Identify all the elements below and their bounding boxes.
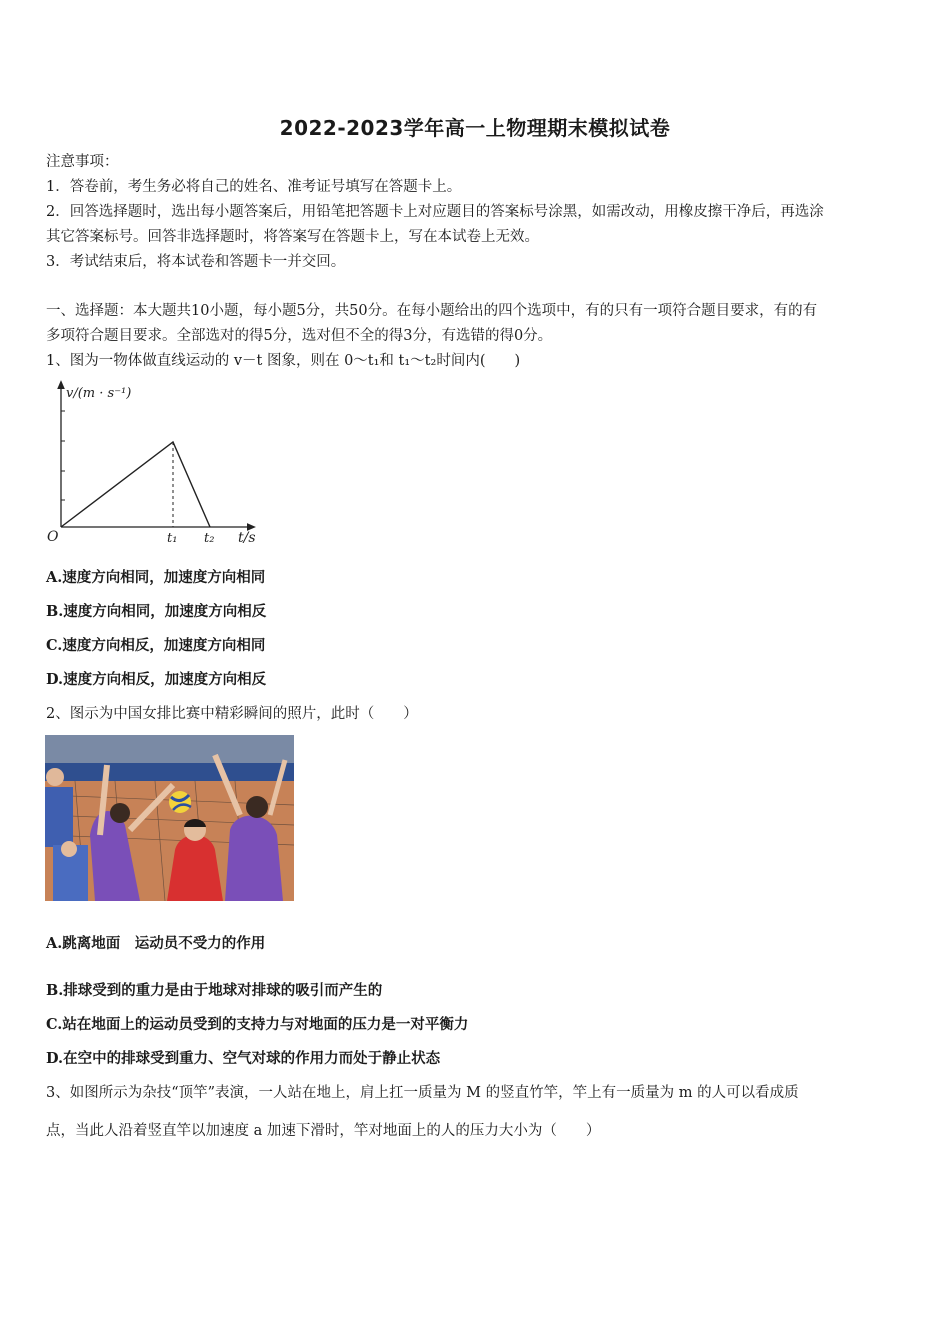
q2-option-c: C.站在地面上的运动员受到的支持力与对地面的压力是一对平衡力 <box>46 1016 469 1033</box>
q3-stem-1: 3、如图所示为杂技“顶竿”表演，一人站在地上，肩上扛一质量为 M 的竖直竹竿，竿上有一质量为 m 的人可以看成质 <box>46 1085 799 1101</box>
page-title: 2022-2023学年高一上物理期末模拟试卷 <box>279 116 671 140</box>
q1-stem: 1、图为一物体做直线运动的 v－t 图象，则在 0～t₁和 t₁～t₂时间内( ) <box>46 353 521 369</box>
notice-item-3: 3．考试结束后，将本试卷和答题卡一并交回。 <box>46 254 346 270</box>
q1-option-d: D.速度方向相反，加速度方向相反 <box>46 671 267 688</box>
q2-option-a: A.跳离地面 运动员不受力的作用 <box>46 935 266 952</box>
x-axis-label: t/s <box>238 530 256 546</box>
q2-stem: 2、图示为中国女排比赛中精彩瞬间的照片，此时（ ） <box>46 706 418 722</box>
q2-option-b: B.排球受到的重力是由于地球对排球的吸引而产生的 <box>46 982 383 999</box>
q2-option-d: D.在空中的排球受到重力、空气对球的作用力而处于静止状态 <box>46 1050 441 1067</box>
y-axis-label: v/(m · s⁻¹) <box>66 386 132 401</box>
notice-item-2: 2．回答选择题时，选出每小题答案后，用铅笔把答题卡上对应题目的答案标号涂黑，如需改动，用橡皮擦干净后，再选涂 <box>46 204 824 220</box>
section1-intro-1: 一、选择题：本大题共10小题，每小题5分，共50分。在每小题给出的四个选项中，有的只有一项符合题目要求，有的有 <box>46 303 818 319</box>
notice-heading: 注意事项： <box>46 154 119 170</box>
section1-intro-2: 多项符合题目要求。全部选对的得5分，选对但不全的得3分，有选错的得0分。 <box>46 328 553 344</box>
vt-curve <box>61 442 210 527</box>
q1-option-a: A.速度方向相同，加速度方向相同 <box>46 569 266 586</box>
notice-item-1: 1．答卷前，考生务必将自己的姓名、准考证号填写在答题卡上。 <box>46 179 462 195</box>
q3-stem-2: 点，当此人沿着竖直竿以加速度 a 加速下滑时，竿对地面上的人的压力大小为（ ） <box>46 1123 601 1139</box>
q1-option-b: B.速度方向相同，加速度方向相反 <box>46 603 267 620</box>
origin-label: O <box>47 529 59 545</box>
notice-item-2-cont: 其它答案标号。回答非选择题时，将答案写在答题卡上，写在本试卷上无效。 <box>46 229 539 245</box>
volleyball-photo <box>45 735 294 901</box>
q1-option-c: C.速度方向相反，加速度方向相同 <box>46 637 266 654</box>
t2-label: t₂ <box>204 531 215 546</box>
t1-label: t₁ <box>167 531 178 546</box>
q1-vt-graph <box>44 378 274 548</box>
